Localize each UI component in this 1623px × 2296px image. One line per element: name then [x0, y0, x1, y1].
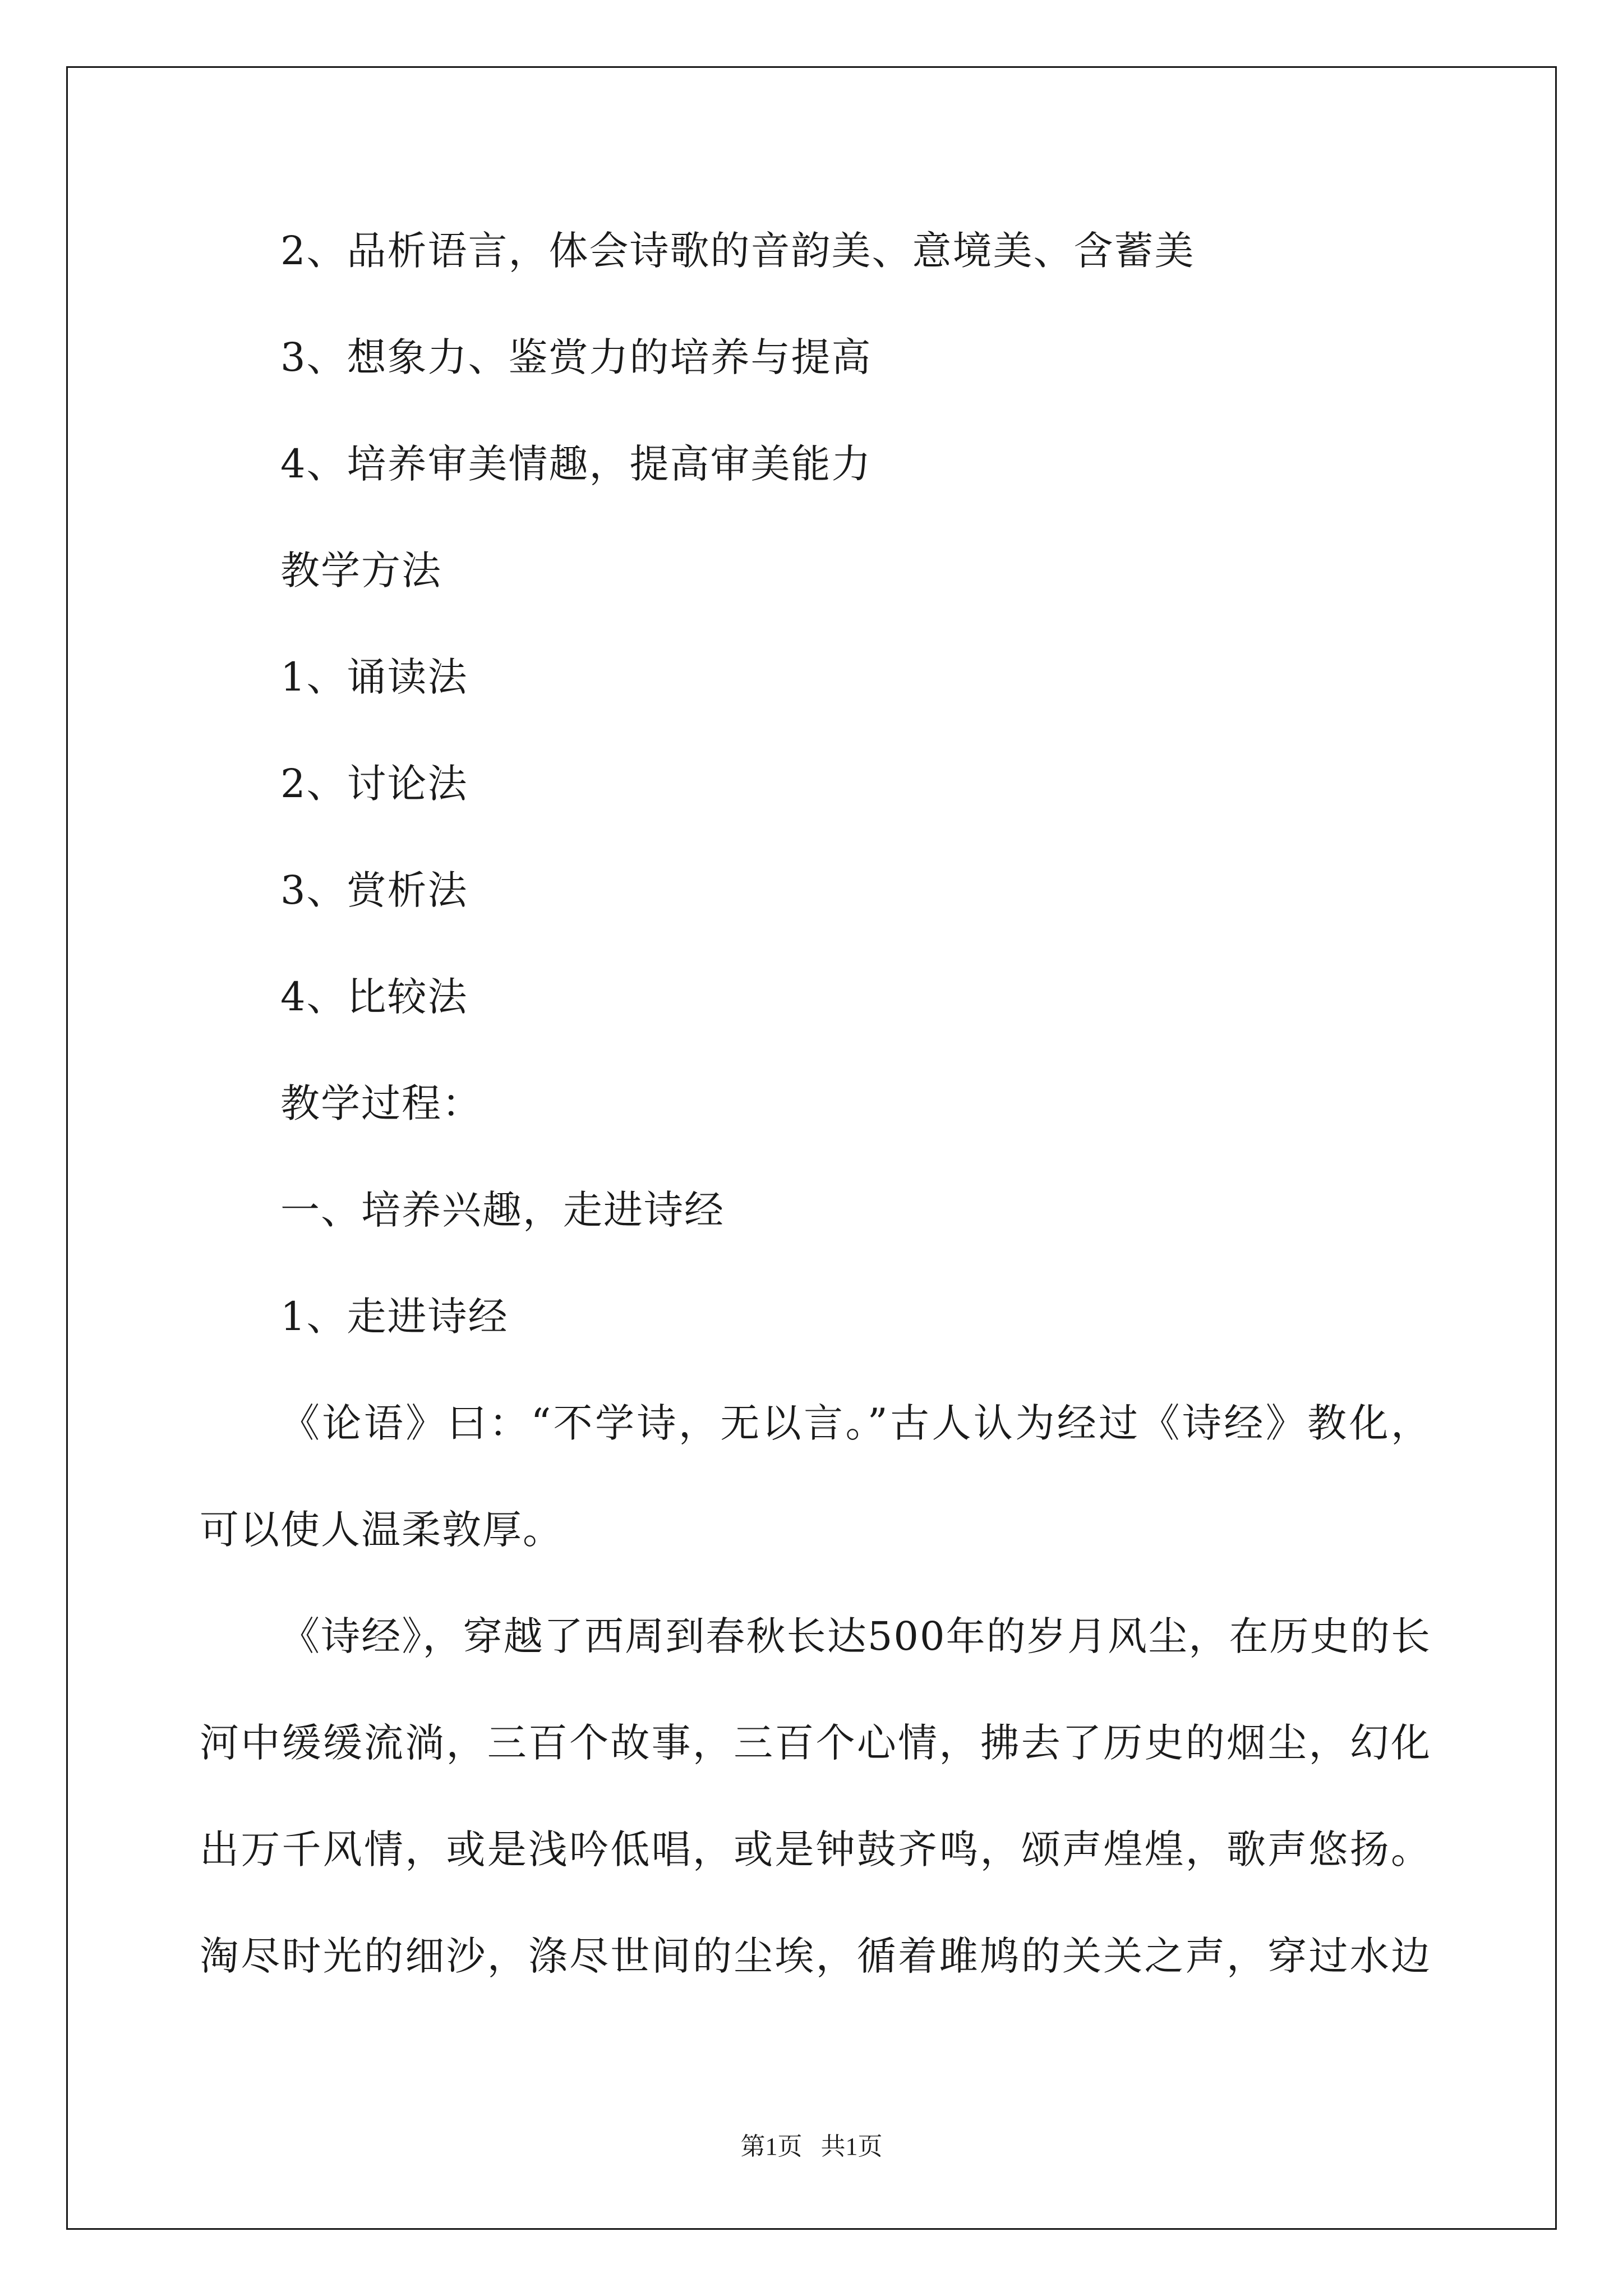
page-footer: 第1页 共1页: [740, 2133, 883, 2160]
page-border: [66, 66, 1557, 2230]
paragraph-line: 河中缓缓流淌，三百个故事，三百个心情，拂去了历史的烟尘，幻化: [200, 1720, 1431, 1766]
method-item: 2、讨论法: [280, 761, 468, 807]
subsection-heading: 1、走进诗经: [280, 1294, 509, 1340]
paragraph-line: 淘尽时光的细沙，涤尽世间的尘埃，循着雎鸠的关关之声，穿过水边: [200, 1933, 1431, 1979]
paragraph-line: 可以使人温柔敦厚。: [200, 1507, 563, 1553]
objective-line: 2、品析语言，体会诗歌的音韵美、意境美、含蓄美: [280, 228, 1195, 274]
method-item: 3、赏析法: [280, 867, 468, 913]
paragraph-line: 《诗经》，穿越了西周到春秋长达500年的岁月风尘，在历史的长: [280, 1613, 1431, 1659]
subsection-heading: 一、培养兴趣，走进诗经: [280, 1187, 725, 1233]
section-heading: 教学方法: [280, 547, 442, 593]
method-item: 1、诵读法: [280, 654, 468, 700]
method-item: 4、比较法: [280, 974, 468, 1020]
objective-line: 3、想象力、鉴赏力的培养与提高: [280, 334, 872, 380]
paragraph-line: 《论语》曰：“不学诗，无以言。”古人认为经过《诗经》教化，: [280, 1400, 1431, 1446]
objective-line: 4、培养审美情趣，提高审美能力: [280, 441, 872, 487]
section-heading: 教学过程：: [280, 1080, 482, 1126]
paragraph-line: 出万千风情，或是浅吟低唱，或是钟鼓齐鸣，颂声煌煌，歌声悠扬。: [200, 1826, 1431, 1872]
